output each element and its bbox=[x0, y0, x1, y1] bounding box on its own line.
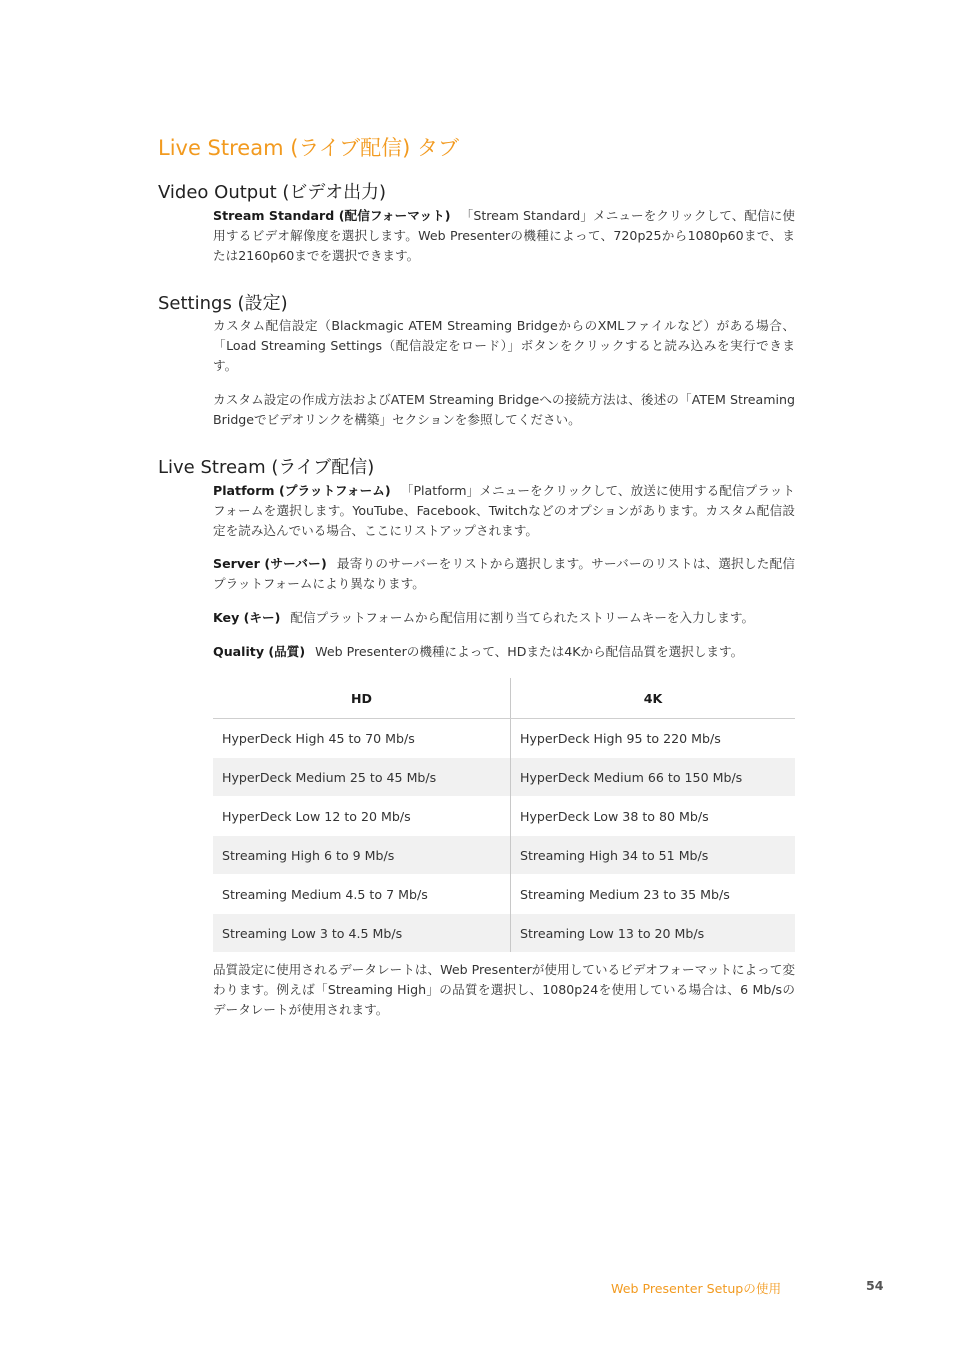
table-cell: HyperDeck High 45 to 70 Mb/s bbox=[213, 719, 511, 758]
term-quality: Quality (品質) bbox=[213, 644, 306, 659]
term-platform: Platform (プラットフォーム) bbox=[213, 483, 391, 498]
paragraph-closing: 品質設定に使用されるデータレートは、Web Presenterが使用しているビデオフォーマットによって変わります。例えば「Streaming High」の品質を選択し、1080p24を使用している場合は、6 Mb/sのデータレートが使用されます。 bbox=[213, 962, 795, 1017]
text-server: 最寄りのサーバーをリストから選択します。サーバーのリストは、選択した配信プラットフォームにより異なります。 bbox=[213, 556, 795, 591]
table-cell: HyperDeck High 95 to 220 Mb/s bbox=[511, 719, 796, 758]
table-cell: Streaming High 6 to 9 Mb/s bbox=[213, 836, 511, 875]
footer-chapter-label: Web Presenter Setupの使用 bbox=[611, 1281, 782, 1296]
table-cell: HyperDeck Medium 25 to 45 Mb/s bbox=[213, 758, 511, 797]
table-cell: Streaming Medium 23 to 35 Mb/s bbox=[511, 875, 796, 914]
term-server: Server (サーバー) bbox=[213, 556, 327, 571]
heading-live-stream: Live Stream (ライブ配信) bbox=[158, 457, 375, 478]
term-stream-standard: Stream Standard (配信フォーマット) bbox=[213, 208, 451, 223]
table-cell: Streaming Low 3 to 4.5 Mb/s bbox=[213, 914, 511, 953]
table-cell: Streaming High 34 to 51 Mb/s bbox=[511, 836, 796, 875]
table-cell: HyperDeck Low 12 to 20 Mb/s bbox=[213, 797, 511, 836]
paragraph-settings-1: カスタム配信設定（Blackmagic ATEM Streaming BridgeからのXMLファイルなど）がある場合、「Load Streaming Settings（配信設定をロード）」ボタンをクリックすると読み込みを実行できます。 bbox=[213, 318, 795, 373]
text-key: 配信プラットフォームから配信用に割り当てられたストリームキーを入力します。 bbox=[290, 610, 755, 625]
heading-settings: Settings (設定) bbox=[158, 293, 288, 314]
table-row bbox=[213, 797, 795, 836]
text-stream-standard: 「Stream Standard」メニューをクリックして、配信に使用するビデオ解像度を選択します。Web Presenterの機種によって、720p25から1080p60まで、または2160p60までを選択できます。 bbox=[213, 208, 795, 263]
quality-table bbox=[213, 678, 795, 952]
text-platform: 「Platform」メニューをクリックして、放送に使用する配信プラットフォームを選択します。YouTube、Facebook、Twitchなどのオプションがあります。カスタム配信設定を読み込んでいる場合、ここにリストアップされます。 bbox=[213, 483, 796, 538]
page-number: 54 bbox=[866, 1278, 884, 1293]
table-header-4k: 4K bbox=[511, 678, 796, 719]
term-key: Key (キー) bbox=[213, 610, 281, 625]
heading-video-output: Video Output (ビデオ出力) bbox=[158, 182, 387, 203]
page-title: Live Stream (ライブ配信) タブ bbox=[158, 136, 460, 160]
table-row bbox=[213, 719, 795, 758]
table-cell: HyperDeck Low 38 to 80 Mb/s bbox=[511, 797, 796, 836]
table-row bbox=[213, 836, 795, 875]
table-row bbox=[213, 914, 795, 953]
paragraph-settings-2: カスタム設定の作成方法およびATEM Streaming Bridgeへの接続方法は、後述の「ATEM Streaming Bridgeでビデオリンクを構築」セクションを参照してください。 bbox=[213, 392, 795, 427]
table-row bbox=[213, 758, 795, 797]
table-cell: Streaming Low 13 to 20 Mb/s bbox=[511, 914, 796, 953]
table-header-row bbox=[213, 678, 795, 719]
table-cell: Streaming Medium 4.5 to 7 Mb/s bbox=[213, 875, 511, 914]
paragraph-key bbox=[213, 608, 795, 628]
paragraph-server bbox=[213, 554, 795, 594]
table-header-hd: HD bbox=[213, 678, 511, 719]
paragraph-platform bbox=[213, 481, 795, 541]
paragraph-quality bbox=[213, 642, 795, 662]
table-cell: HyperDeck Medium 66 to 150 Mb/s bbox=[511, 758, 796, 797]
paragraph-stream-standard bbox=[213, 206, 795, 266]
table-row bbox=[213, 875, 795, 914]
text-quality: Web Presenterの機種によって、HDまたは4Kから配信品質を選択します。 bbox=[315, 644, 744, 659]
